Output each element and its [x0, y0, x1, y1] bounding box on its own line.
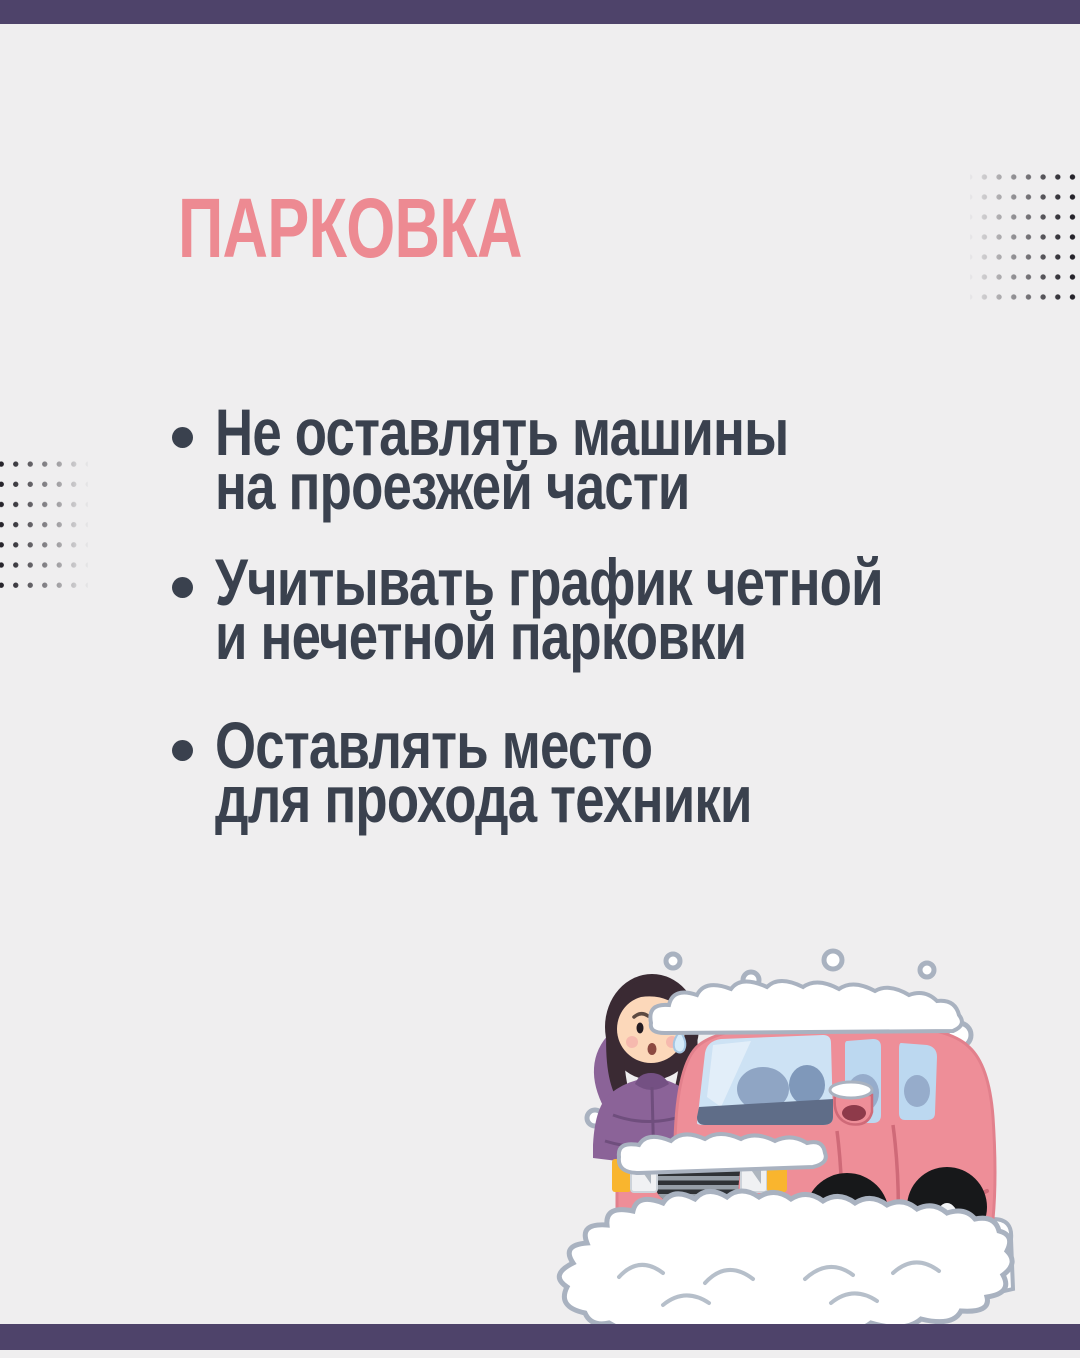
bullet-line: Оставлять место	[215, 708, 653, 782]
bullet-item	[172, 395, 932, 523]
bullet-line: на проезжей части	[215, 449, 690, 523]
dot-grid-decoration-top-right	[970, 163, 1080, 301]
dot-grid-decoration-left	[0, 450, 88, 592]
bottom-accent-bar	[0, 1324, 1080, 1350]
snow-car-svg	[555, 945, 1020, 1353]
bullet-line: Учитывать график четной	[215, 545, 883, 619]
snow-car-illustration	[555, 945, 1020, 1353]
bullet-item	[172, 545, 1050, 673]
bullet-dot-icon	[172, 740, 193, 761]
bullet-text	[215, 545, 883, 673]
bullet-line: для прохода техники	[215, 762, 752, 836]
bullet-dot-icon	[172, 577, 193, 598]
bullet-text	[215, 395, 789, 523]
bullet-line: и нечетной парковки	[215, 599, 747, 673]
top-accent-bar	[0, 0, 1080, 24]
bullet-text	[215, 708, 752, 836]
bullet-dot-icon	[172, 427, 193, 448]
snow-mound-front	[559, 1191, 1012, 1334]
bullet-item	[172, 708, 886, 836]
bullet-line: Не оставлять машины	[215, 395, 789, 469]
page-title: ПАРКОВКА	[178, 181, 522, 275]
